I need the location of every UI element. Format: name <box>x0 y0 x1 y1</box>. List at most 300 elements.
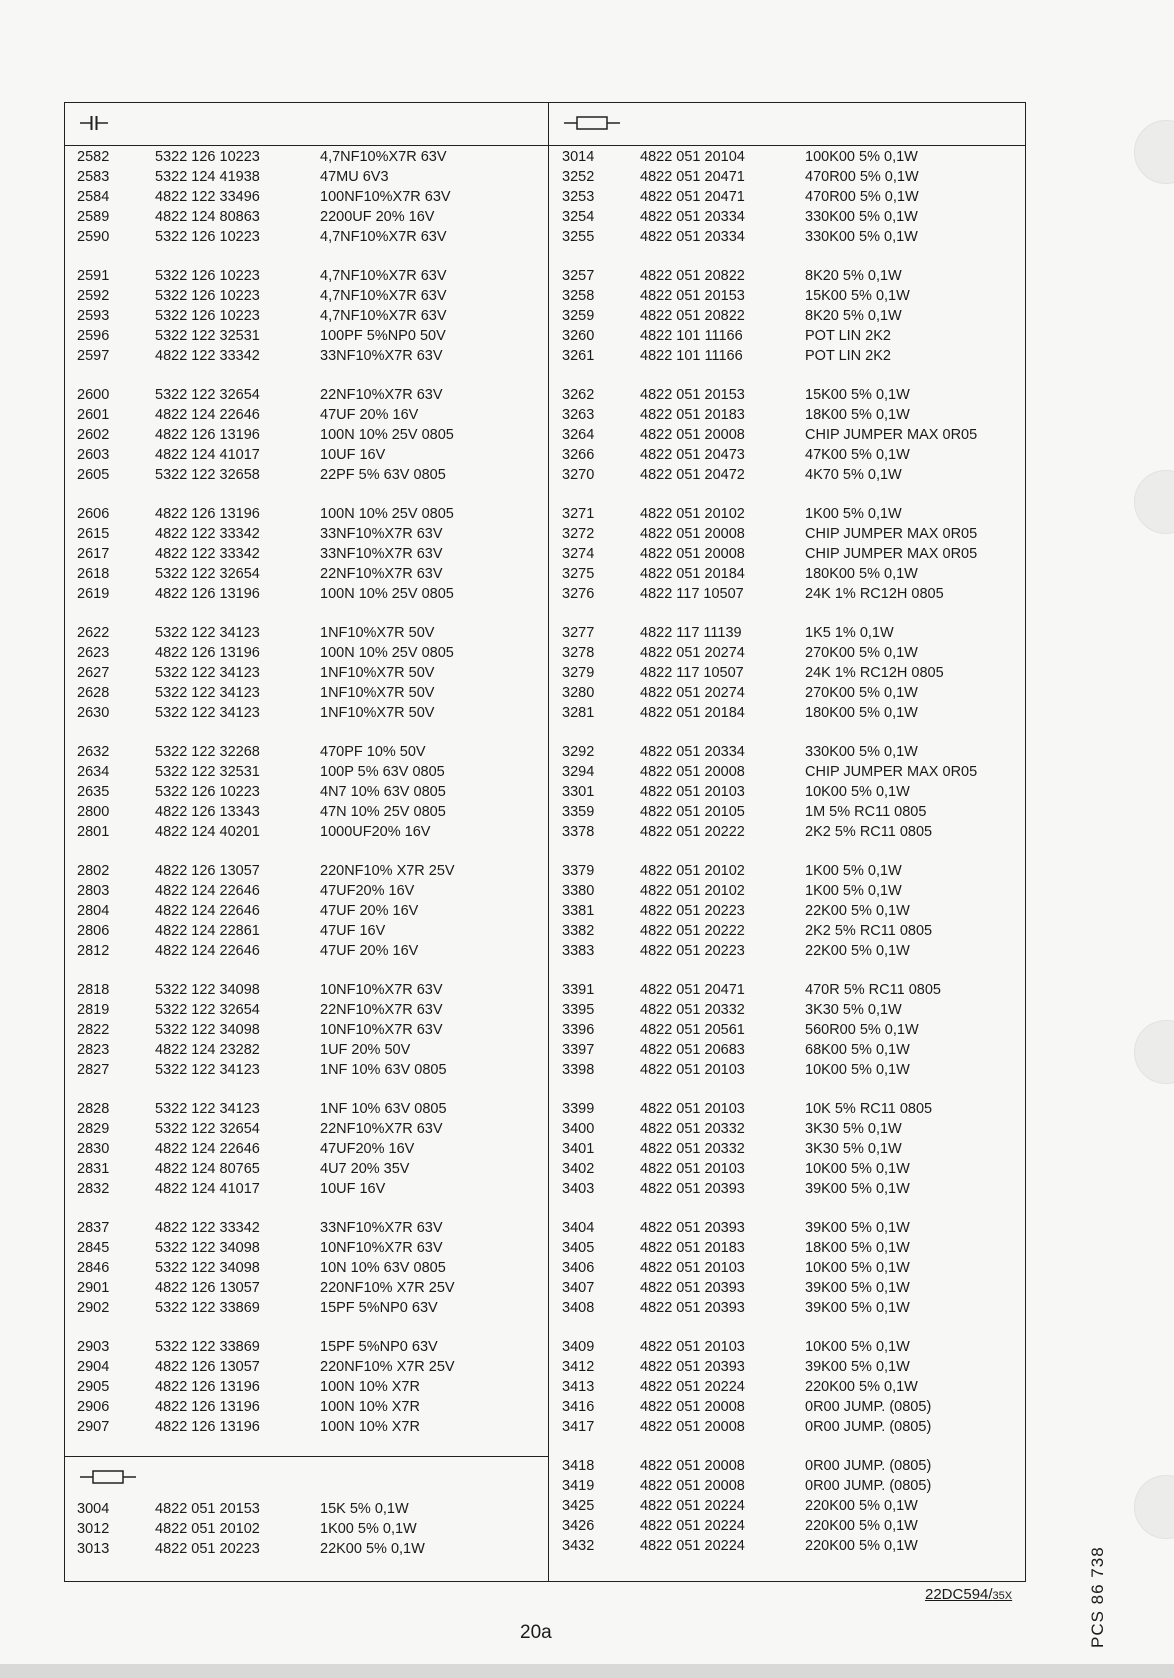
row-group <box>550 1337 1025 1437</box>
part-description: 330K00 5% 0,1W <box>805 209 918 225</box>
part-position: 2819 <box>77 1002 110 1018</box>
table-row <box>550 326 1025 346</box>
row-group <box>550 504 1025 604</box>
part-position: 3406 <box>562 1260 595 1276</box>
part-position: 2634 <box>77 764 110 780</box>
table-row <box>65 1337 548 1357</box>
part-description: 100P 5% 63V 0805 <box>320 764 445 780</box>
part-description: 18K00 5% 0,1W <box>805 407 910 423</box>
row-group <box>65 385 548 485</box>
part-description: 68K00 5% 0,1W <box>805 1042 910 1058</box>
part-code: 4822 126 13196 <box>155 1379 260 1395</box>
part-position: 2600 <box>77 387 110 403</box>
part-position: 3270 <box>562 467 595 483</box>
part-code: 5322 122 34123 <box>155 665 260 681</box>
part-position: 3380 <box>562 883 595 899</box>
table-row <box>550 1020 1025 1040</box>
part-position: 2837 <box>77 1220 110 1236</box>
part-description: CHIP JUMPER MAX 0R05 <box>805 546 978 562</box>
part-description: 470R00 5% 0,1W <box>805 189 919 205</box>
table-row <box>550 901 1025 921</box>
table-row <box>550 1258 1025 1278</box>
part-code: 4822 124 22861 <box>155 923 260 939</box>
part-position: 2601 <box>77 407 110 423</box>
part-code: 4822 051 20008 <box>640 1399 745 1415</box>
table-row <box>65 1258 548 1278</box>
part-position: 3378 <box>562 824 595 840</box>
part-code: 4822 126 13196 <box>155 1399 260 1415</box>
part-code: 4822 122 33496 <box>155 189 260 205</box>
table-row <box>65 385 548 405</box>
part-code: 4822 126 13196 <box>155 1419 260 1435</box>
part-code: 4822 101 11166 <box>640 348 743 364</box>
part-description: 47UF 20% 16V <box>320 407 419 423</box>
table-row <box>65 227 548 247</box>
part-code: 4822 051 20103 <box>640 1339 745 1355</box>
part-description: 24K 1% RC12H 0805 <box>805 665 944 681</box>
part-position: 3403 <box>562 1181 595 1197</box>
part-position: 3278 <box>562 645 595 661</box>
part-description: 4,7NF10%X7R 63V <box>320 308 447 324</box>
table-row <box>550 941 1025 961</box>
part-code: 4822 051 20102 <box>640 883 745 899</box>
table-row <box>550 1516 1025 1536</box>
part-description: 1K5 1% 0,1W <box>805 625 894 641</box>
table-row <box>550 683 1025 703</box>
part-description: 47UF 20% 16V <box>320 943 419 959</box>
table-row <box>65 663 548 683</box>
part-position: 2623 <box>77 645 110 661</box>
table-row <box>550 1179 1025 1199</box>
side-reference: PCS 86 738 <box>1088 1546 1107 1648</box>
part-description: 39K00 5% 0,1W <box>805 1181 910 1197</box>
part-description: 3K30 5% 0,1W <box>805 1002 902 1018</box>
part-code: 5322 122 34123 <box>155 625 260 641</box>
part-description: 10NF10%X7R 63V <box>320 982 443 998</box>
table-row <box>65 1139 548 1159</box>
part-position: 3254 <box>562 209 595 225</box>
part-description: 10K00 5% 0,1W <box>805 784 910 800</box>
row-group <box>550 1099 1025 1199</box>
part-code: 4822 051 20224 <box>640 1538 745 1554</box>
part-code: 4822 117 11139 <box>640 625 742 641</box>
table-row <box>65 921 548 941</box>
table-row <box>550 1536 1025 1556</box>
part-position: 2627 <box>77 665 110 681</box>
table-row <box>550 623 1025 643</box>
table-row <box>65 524 548 544</box>
part-position: 3409 <box>562 1339 595 1355</box>
table-row <box>65 901 548 921</box>
part-description: 33NF10%X7R 63V <box>320 1220 443 1236</box>
part-code: 5322 126 10223 <box>155 149 260 165</box>
part-description: 18K00 5% 0,1W <box>805 1240 910 1256</box>
part-code: 4822 051 20332 <box>640 1121 745 1137</box>
table-row <box>550 1476 1025 1496</box>
part-position: 3260 <box>562 328 595 344</box>
part-description: 220NF10% X7R 25V <box>320 1359 455 1375</box>
part-description: 1K00 5% 0,1W <box>805 883 902 899</box>
part-code: 4822 051 20103 <box>640 1161 745 1177</box>
part-code: 4822 051 20393 <box>640 1300 745 1316</box>
part-code: 5322 122 32654 <box>155 1121 260 1137</box>
part-code: 4822 051 20102 <box>640 863 745 879</box>
part-description: 8K20 5% 0,1W <box>805 308 902 324</box>
part-code: 4822 124 22646 <box>155 883 260 899</box>
part-code: 4822 124 80863 <box>155 209 260 225</box>
part-position: 2901 <box>77 1280 110 1296</box>
part-description: 180K00 5% 0,1W <box>805 705 918 721</box>
part-code: 4822 051 20183 <box>640 1240 745 1256</box>
part-description: 560R00 5% 0,1W <box>805 1022 919 1038</box>
part-position: 2829 <box>77 1121 110 1137</box>
table-row <box>550 1298 1025 1318</box>
part-position: 2603 <box>77 447 110 463</box>
table-row <box>65 1218 548 1238</box>
part-description: 100N 10% 25V 0805 <box>320 645 454 661</box>
part-position: 3258 <box>562 288 595 304</box>
part-position: 3400 <box>562 1121 595 1137</box>
part-position: 2584 <box>77 189 110 205</box>
table-row <box>65 564 548 584</box>
punch-hole <box>1134 1475 1174 1539</box>
part-code: 5322 122 32654 <box>155 387 260 403</box>
part-description: 10UF 16V <box>320 447 386 463</box>
part-code: 4822 101 11166 <box>640 328 743 344</box>
part-code: 4822 051 20008 <box>640 1478 745 1494</box>
part-position: 2903 <box>77 1339 110 1355</box>
part-code: 4822 051 20008 <box>640 1419 745 1435</box>
row-group <box>550 1456 1025 1556</box>
part-position: 2602 <box>77 427 110 443</box>
part-position: 3263 <box>562 407 595 423</box>
table-row <box>65 1417 548 1437</box>
part-description: 1NF10%X7R 50V <box>320 705 435 721</box>
part-code: 4822 051 20222 <box>640 923 745 939</box>
part-position: 3383 <box>562 943 595 959</box>
part-position: 2812 <box>77 943 110 959</box>
row-group <box>65 1218 548 1318</box>
table-row <box>550 1357 1025 1377</box>
part-description: 2K2 5% RC11 0805 <box>805 824 933 840</box>
part-code: 4822 126 13196 <box>155 645 260 661</box>
table-row <box>550 802 1025 822</box>
part-description: 220K00 5% 0,1W <box>805 1379 918 1395</box>
table-row <box>65 703 548 723</box>
part-description: 47MU 6V3 <box>320 169 389 185</box>
part-description: 10K00 5% 0,1W <box>805 1062 910 1078</box>
part-position: 3359 <box>562 804 595 820</box>
table-row <box>550 1337 1025 1357</box>
part-code: 4822 126 13057 <box>155 863 260 879</box>
part-description: 47UF 16V <box>320 923 386 939</box>
part-code: 4822 051 20224 <box>640 1379 745 1395</box>
part-code: 4822 126 13196 <box>155 506 260 522</box>
part-code: 4822 051 20153 <box>155 1501 260 1517</box>
table-row <box>65 1060 548 1080</box>
header-rule <box>65 145 1025 146</box>
part-code: 4822 051 20332 <box>640 1002 745 1018</box>
part-position: 2831 <box>77 1161 110 1177</box>
part-description: 47UF20% 16V <box>320 883 415 899</box>
table-row <box>65 1499 548 1519</box>
part-description: 47UF20% 16V <box>320 1141 415 1157</box>
part-code: 4822 126 13196 <box>155 427 260 443</box>
table-row <box>550 1139 1025 1159</box>
table-row <box>65 584 548 604</box>
part-code: 4822 124 22646 <box>155 1141 260 1157</box>
row-group <box>65 861 548 961</box>
part-position: 3014 <box>562 149 595 165</box>
part-code: 4822 051 20471 <box>640 169 745 185</box>
part-description: 33NF10%X7R 63V <box>320 546 443 562</box>
table-row <box>65 1519 548 1539</box>
table-row <box>65 782 548 802</box>
part-code: 4822 051 20183 <box>640 407 745 423</box>
part-code: 4822 051 20393 <box>640 1181 745 1197</box>
part-position: 3416 <box>562 1399 595 1415</box>
part-code: 5322 122 33869 <box>155 1339 260 1355</box>
punch-hole <box>1134 120 1174 184</box>
part-code: 4822 122 33342 <box>155 526 260 542</box>
part-code: 5322 122 34123 <box>155 685 260 701</box>
part-code: 5322 122 32531 <box>155 764 260 780</box>
part-code: 4822 051 20223 <box>640 943 745 959</box>
part-description: 1K00 5% 0,1W <box>320 1521 417 1537</box>
part-description: 1000UF20% 16V <box>320 824 431 840</box>
table-row <box>65 1377 548 1397</box>
part-code: 5322 126 10223 <box>155 229 260 245</box>
capacitor-list <box>65 147 548 1456</box>
part-position: 2904 <box>77 1359 110 1375</box>
part-position: 2827 <box>77 1062 110 1078</box>
part-description: 0R00 JUMP. (0805) <box>805 1478 932 1494</box>
part-code: 4822 051 20224 <box>640 1518 745 1534</box>
resistor-list-left <box>65 1499 548 1559</box>
part-code: 4822 051 20472 <box>640 467 745 483</box>
part-position: 2806 <box>77 923 110 939</box>
table-row <box>550 921 1025 941</box>
part-position: 3301 <box>562 784 595 800</box>
part-position: 2619 <box>77 586 110 602</box>
part-position: 3271 <box>562 506 595 522</box>
part-description: 8K20 5% 0,1W <box>805 268 902 284</box>
part-description: 100N 10% 25V 0805 <box>320 427 454 443</box>
scan-edge <box>0 1664 1174 1678</box>
part-code: 5322 122 34098 <box>155 1240 260 1256</box>
table-row <box>550 1060 1025 1080</box>
part-position: 3399 <box>562 1101 595 1117</box>
part-code: 4822 051 20103 <box>640 784 745 800</box>
part-position: 3276 <box>562 586 595 602</box>
table-row <box>65 1357 548 1377</box>
part-description: 1K00 5% 0,1W <box>805 863 902 879</box>
part-description: POT LIN 2K2 <box>805 328 891 344</box>
part-description: 10N 10% 63V 0805 <box>320 1260 446 1276</box>
table-row <box>65 762 548 782</box>
part-description: 1K00 5% 0,1W <box>805 506 902 522</box>
table-row <box>550 187 1025 207</box>
table-row <box>65 167 548 187</box>
part-code: 4822 117 10507 <box>640 586 744 602</box>
part-description: 47K00 5% 0,1W <box>805 447 910 463</box>
table-row <box>550 445 1025 465</box>
part-description: 15K00 5% 0,1W <box>805 387 910 403</box>
part-code: 4822 051 20102 <box>155 1521 260 1537</box>
part-position: 2818 <box>77 982 110 998</box>
table-row <box>550 1099 1025 1119</box>
part-position: 3277 <box>562 625 595 641</box>
part-position: 3426 <box>562 1518 595 1534</box>
part-position: 3012 <box>77 1521 110 1537</box>
part-code: 4822 051 20393 <box>640 1280 745 1296</box>
row-group <box>65 623 548 723</box>
part-description: 15K 5% 0,1W <box>320 1501 409 1517</box>
part-description: 47N 10% 25V 0805 <box>320 804 446 820</box>
table-row <box>65 544 548 564</box>
part-description: 33NF10%X7R 63V <box>320 526 443 542</box>
part-position: 3264 <box>562 427 595 443</box>
part-position: 2615 <box>77 526 110 542</box>
table-row <box>65 1179 548 1199</box>
table-row <box>550 584 1025 604</box>
part-description: 100K00 5% 0,1W <box>805 149 918 165</box>
table-row <box>65 1119 548 1139</box>
part-code: 4822 051 20822 <box>640 308 745 324</box>
table-row <box>65 465 548 485</box>
part-description: CHIP JUMPER MAX 0R05 <box>805 427 978 443</box>
part-description: 15PF 5%NP0 63V <box>320 1339 438 1355</box>
part-position: 3405 <box>562 1240 595 1256</box>
part-code: 4822 124 80765 <box>155 1161 260 1177</box>
part-description: 100PF 5%NP0 50V <box>320 328 446 344</box>
part-position: 2622 <box>77 625 110 641</box>
part-position: 2828 <box>77 1101 110 1117</box>
part-position: 3402 <box>562 1161 595 1177</box>
part-position: 2802 <box>77 863 110 879</box>
part-description: 3K30 5% 0,1W <box>805 1121 902 1137</box>
part-description: 10UF 16V <box>320 1181 386 1197</box>
part-code: 5322 126 10223 <box>155 268 260 284</box>
part-code: 5322 126 10223 <box>155 288 260 304</box>
part-position: 3396 <box>562 1022 595 1038</box>
part-code: 4822 124 41017 <box>155 1181 260 1197</box>
table-row <box>550 980 1025 1000</box>
part-code: 5322 122 32658 <box>155 467 260 483</box>
part-position: 2907 <box>77 1419 110 1435</box>
part-description: CHIP JUMPER MAX 0R05 <box>805 764 978 780</box>
part-code: 5322 122 34123 <box>155 705 260 721</box>
part-code: 5322 122 34123 <box>155 1062 260 1078</box>
row-group <box>550 742 1025 842</box>
part-description: 180K00 5% 0,1W <box>805 566 918 582</box>
table-row <box>550 286 1025 306</box>
part-description: 220NF10% X7R 25V <box>320 863 455 879</box>
part-code: 5322 122 32654 <box>155 566 260 582</box>
left-section-rule <box>65 1456 548 1457</box>
table-row <box>550 703 1025 723</box>
table-row <box>550 1218 1025 1238</box>
table-row <box>550 1456 1025 1476</box>
part-code: 4822 051 20334 <box>640 744 745 760</box>
part-code: 4822 124 40201 <box>155 824 260 840</box>
part-code: 5322 124 41938 <box>155 169 260 185</box>
part-description: 100N 10% X7R <box>320 1379 420 1395</box>
table-row <box>550 167 1025 187</box>
table-row <box>550 524 1025 544</box>
table-row <box>65 147 548 167</box>
table-row <box>550 1397 1025 1417</box>
part-position: 2592 <box>77 288 110 304</box>
part-code: 5322 122 32268 <box>155 744 260 760</box>
table-row <box>550 346 1025 366</box>
part-position: 3382 <box>562 923 595 939</box>
part-position: 3292 <box>562 744 595 760</box>
part-position: 2902 <box>77 1300 110 1316</box>
row-group <box>550 385 1025 485</box>
part-position: 2596 <box>77 328 110 344</box>
row-group <box>550 266 1025 366</box>
part-code: 4822 051 20683 <box>640 1042 745 1058</box>
part-description: 100NF10%X7R 63V <box>320 189 451 205</box>
part-position: 3419 <box>562 1478 595 1494</box>
part-description: 4N7 10% 63V 0805 <box>320 784 446 800</box>
part-code: 4822 051 20274 <box>640 685 745 701</box>
part-code: 4822 051 20184 <box>640 705 745 721</box>
part-code: 4822 051 20334 <box>640 209 745 225</box>
table-row <box>65 306 548 326</box>
part-code: 5322 122 32654 <box>155 1002 260 1018</box>
part-description: 22PF 5% 63V 0805 <box>320 467 446 483</box>
table-row <box>550 405 1025 425</box>
table-row <box>550 1000 1025 1020</box>
table-row <box>65 683 548 703</box>
part-position: 3013 <box>77 1541 110 1557</box>
document-code: 22DC594/35X <box>925 1586 1013 1603</box>
table-row <box>65 1099 548 1119</box>
punch-hole <box>1134 1020 1174 1084</box>
part-position: 3401 <box>562 1141 595 1157</box>
table-row <box>65 1278 548 1298</box>
part-code: 5322 122 34123 <box>155 1101 260 1117</box>
part-code: 4822 051 20332 <box>640 1141 745 1157</box>
part-position: 2589 <box>77 209 110 225</box>
part-position: 2803 <box>77 883 110 899</box>
part-position: 2628 <box>77 685 110 701</box>
part-position: 2583 <box>77 169 110 185</box>
part-description: 220K00 5% 0,1W <box>805 1518 918 1534</box>
part-code: 4822 051 20224 <box>640 1498 745 1514</box>
part-code: 5322 122 32531 <box>155 328 260 344</box>
part-position: 3274 <box>562 546 595 562</box>
part-code: 4822 051 20473 <box>640 447 745 463</box>
part-code: 4822 051 20153 <box>640 387 745 403</box>
table-row <box>550 1496 1025 1516</box>
part-code: 4822 051 20008 <box>640 427 745 443</box>
part-description: 1NF10%X7R 50V <box>320 625 435 641</box>
table-row <box>550 822 1025 842</box>
part-position: 2582 <box>77 149 110 165</box>
part-description: 330K00 5% 0,1W <box>805 744 918 760</box>
part-position: 3262 <box>562 387 595 403</box>
table-row <box>550 207 1025 227</box>
part-position: 3404 <box>562 1220 595 1236</box>
resistor-symbol-icon <box>563 115 621 131</box>
table-row <box>65 1020 548 1040</box>
part-description: 2K2 5% RC11 0805 <box>805 923 933 939</box>
part-code: 4822 051 20822 <box>640 268 745 284</box>
part-position: 2906 <box>77 1399 110 1415</box>
